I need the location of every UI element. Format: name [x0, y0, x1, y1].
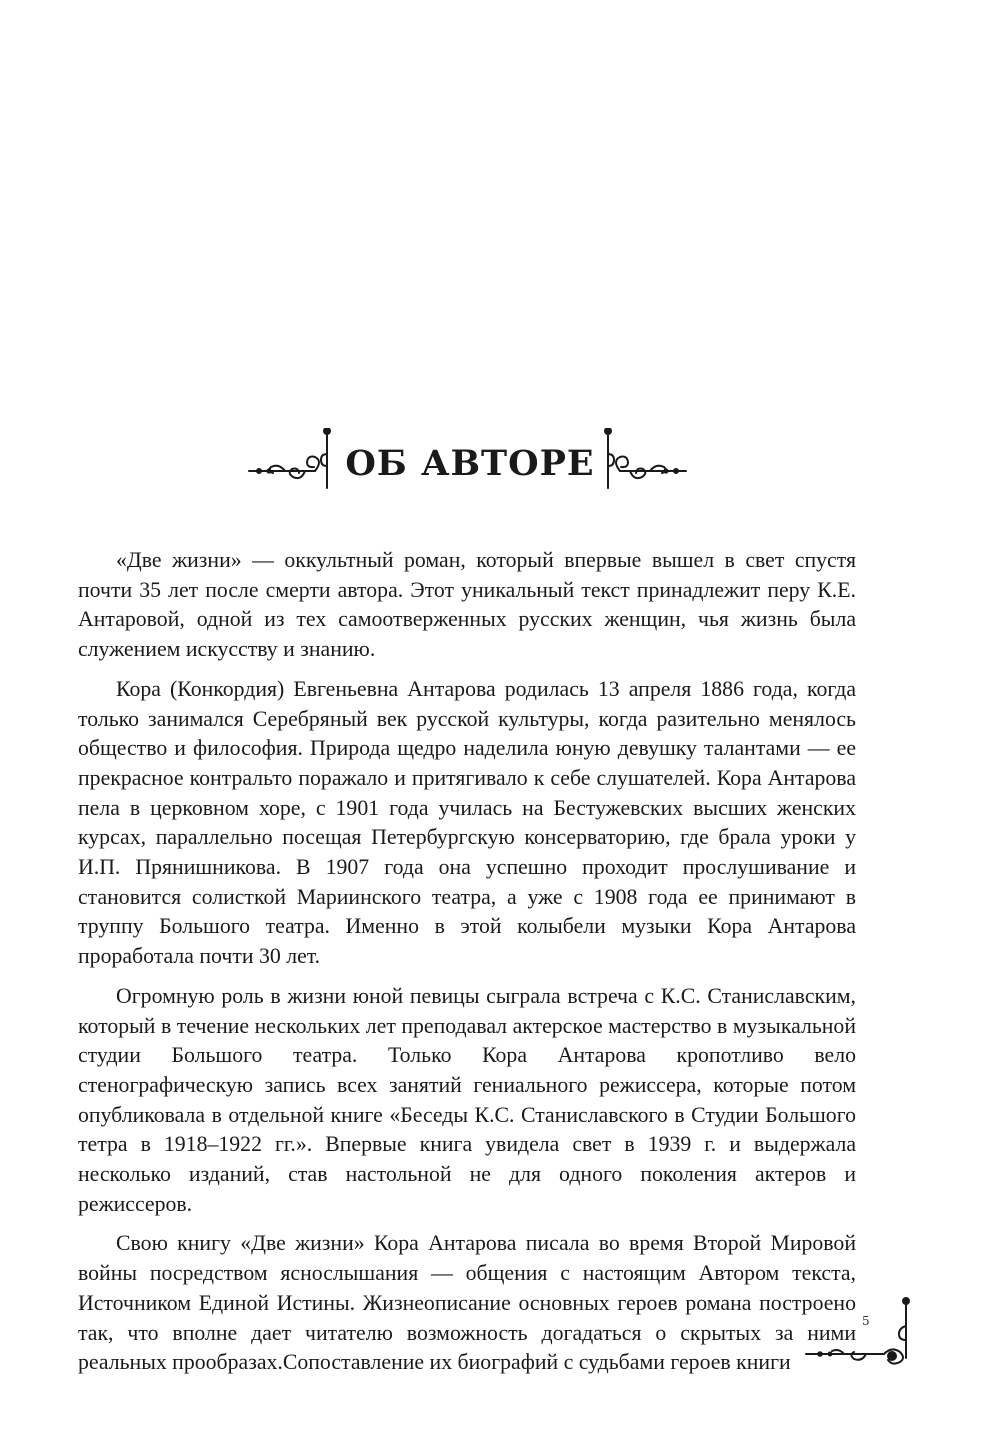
paragraph: «Две жизни» — оккультный роман, который впервые вышел в свет спустя почти 35 лет после смерти автора. Этот уникальный текст принадлежит перу К.Е. Антаровой, одной из тех самоотверженных русских женщин, чья жизнь была служением искусству и знанию. [78, 548, 856, 662]
page-number: 5 [862, 1314, 870, 1328]
paragraph: Свою книгу «Две жизни» Кора Антарова писала во время Второй Мировой войны посредством яснослышания — общения с настоящим Автором текста, Источником Единой Истины. Жизнеописание основных героев романа построено так, что вполне дает читателю возможность догадаться о скрытых за ними реальных прообразах.Сопоставление их биографий с судьбами героев книги [78, 1231, 856, 1375]
corner-flourish-icon [800, 1296, 920, 1368]
article-body [78, 546, 856, 1388]
flourish-ornament-icon [245, 428, 345, 500]
flourish-ornament-icon [590, 428, 690, 500]
chapter-heading [245, 428, 695, 500]
paragraph: Кора (Конкордия) Евгеньевна Антарова родилась 13 апреля 1886 года, когда только занимался Серебряный век русской культуры, когда разительно менялось общество и философия. Природа щедро наделила юную девушку талантами — ее прекрасное контральто поражало и притягивало к себе слушателей. Кора Антарова пела в церковном хоре, с 1901 года училась на Бестужевских высших женских курсах, параллельно посещая Петербургскую консерваторию, где брала уроки у И.П. Прянишникова. В 1907 года она успешно проходит прослушивание и становится солисткой Мариинского театра, а уже с 1908 года ее принимают в труппу Большого театра. Именно в этой колыбели музыки Кора Антарова проработала почти 30 лет. [78, 676, 856, 969]
chapter-title: ОБ АВТОРЕ [345, 443, 595, 484]
paragraph: Огромную роль в жизни юной певицы сыграла встреча с К.С. Станиславским, который в течение нескольких лет преподавал актерское мастерство в музыкальной студии Большого театра. Только Кора Антарова кропотливо вело стенографическую запись всех занятий гениального режиссера, которые потом опубликовала в отдельной книге «Беседы К.С. Станиславского в Студии Большого тетра в 1918–1922 гг.». Впервые книга увидела свет в 1939 г. и выдержала несколько изданий, став настольной не для одного поколения актеров и режиссеров. [78, 983, 856, 1216]
